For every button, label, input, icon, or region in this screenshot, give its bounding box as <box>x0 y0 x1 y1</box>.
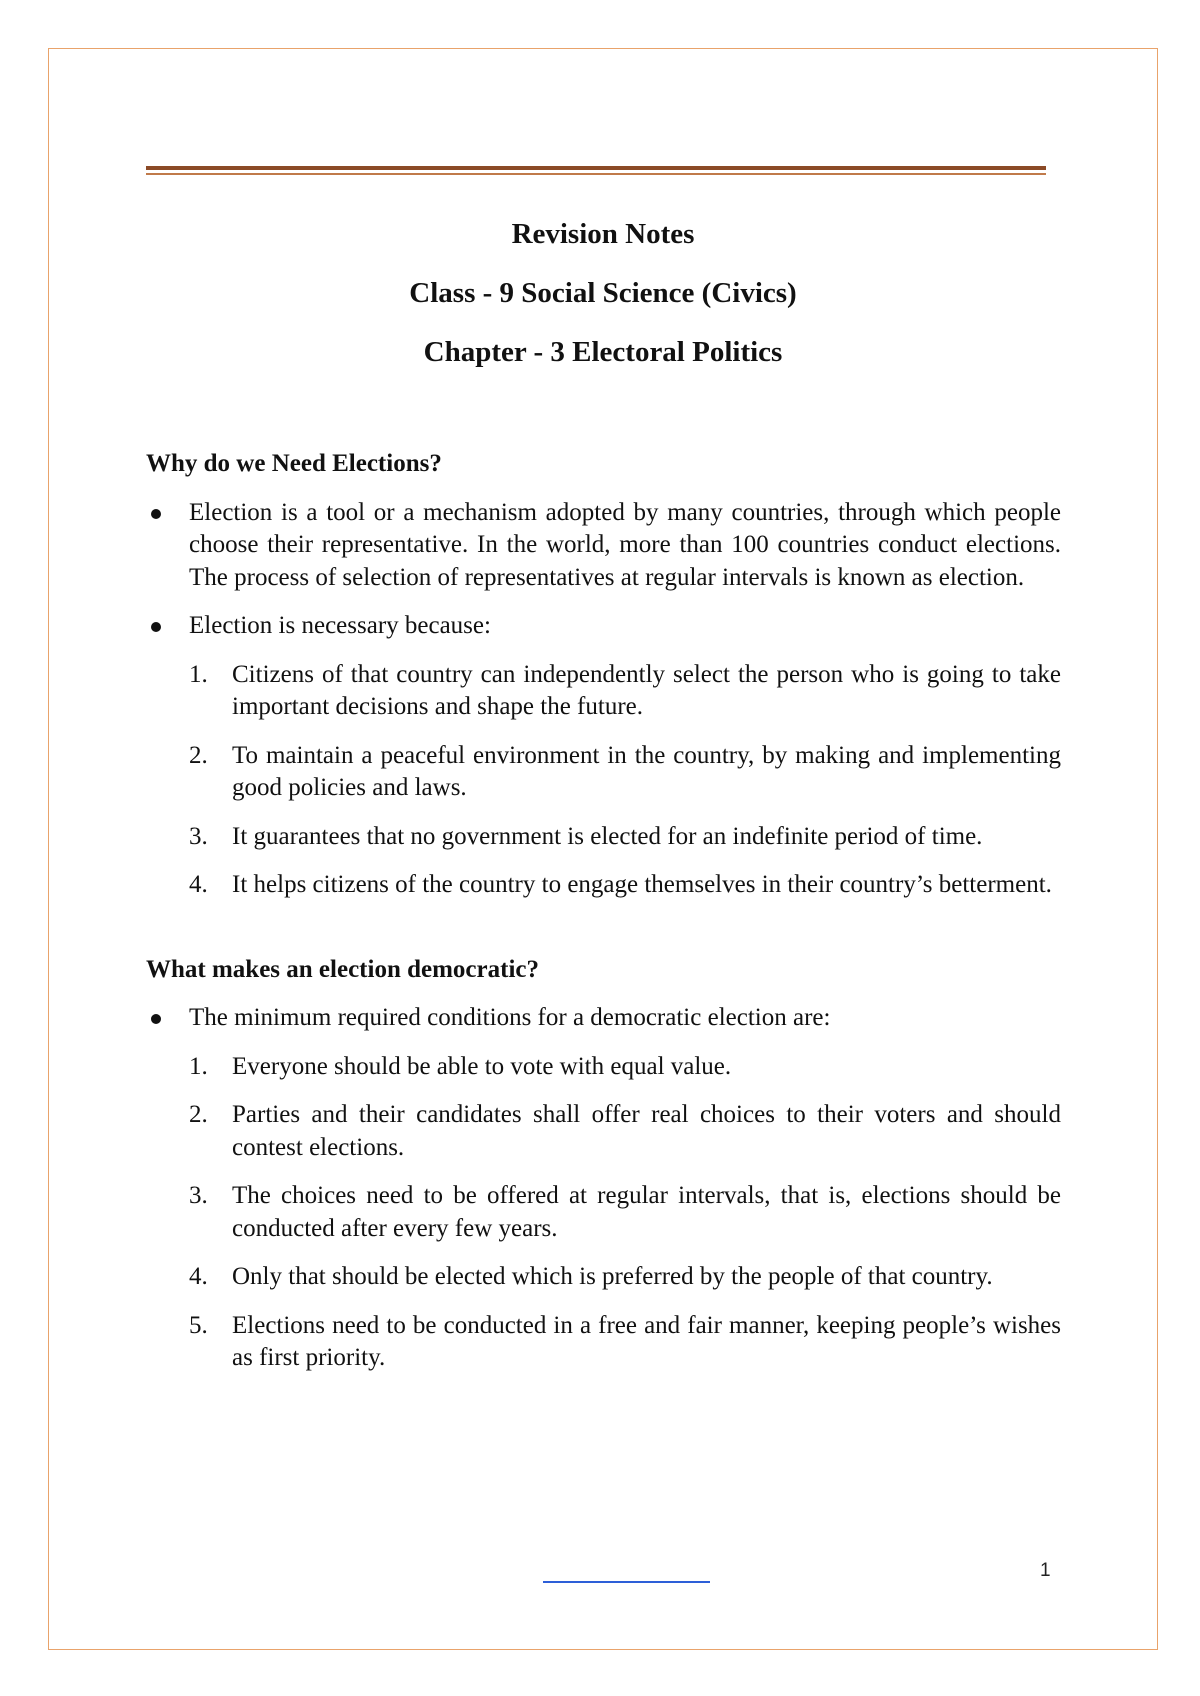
header-rule <box>146 166 1046 175</box>
item-text: Parties and their candidates shall offer real choices to their voters and should contest elections. <box>232 1101 1061 1161</box>
bullet-text: Election is a tool or a mechanism adopted by many countries, through which people choose their representative. In the world, more than 100 countries conduct elections. The process of selection of representatives at regular intervals is known as election. <box>189 498 1061 591</box>
item-number: 4. <box>189 1263 208 1290</box>
numbered-item <box>146 1180 1061 1245</box>
item-number: 2. <box>189 1101 208 1128</box>
item-text: It helps citizens of the country to engage themselves in their country’s betterment. <box>232 871 1052 898</box>
bullet-dot-icon <box>151 1014 161 1024</box>
doc-subtitle-class: Class - 9 Social Science (Civics) <box>409 277 797 309</box>
section-heading-democratic-election: What makes an election democratic? <box>146 955 539 983</box>
item-number: 3. <box>189 822 208 850</box>
numbered-item <box>146 659 1061 724</box>
numbered-item <box>146 740 1061 805</box>
numbered-item <box>146 1310 1061 1375</box>
item-text: The choices need to be offered at regular intervals, that is, elections should be conducted after every few years. <box>232 1182 1061 1242</box>
item-text: Citizens of that country can independently select the person who is going to take important decisions and shape the future. <box>232 660 1061 720</box>
item-text: To maintain a peaceful environment in the country, by making and implementing good policies and laws. <box>232 741 1061 801</box>
title-block <box>146 205 1060 382</box>
item-number: 5. <box>189 1311 208 1339</box>
bullet-dot-icon <box>151 622 161 632</box>
numbered-item <box>146 1261 1061 1294</box>
numbered-item <box>146 1051 1061 1084</box>
bullet-item <box>146 1002 1061 1035</box>
numbered-item <box>146 869 1061 902</box>
item-text: Everyone should be able to vote with equal value. <box>232 1052 732 1080</box>
section-heading-need-elections: Why do we Need Elections? <box>146 450 442 477</box>
header-rule-thick <box>146 166 1046 170</box>
numbered-item <box>146 821 1061 854</box>
item-text: Elections need to be conducted in a free and fair manner, keeping people’s wishes as first priority. <box>232 1311 1061 1371</box>
item-number: 1. <box>189 1052 208 1080</box>
content <box>146 448 1061 1391</box>
bullet-text: Election is necessary because: <box>189 612 491 639</box>
page-number: 1 <box>1040 1560 1051 1581</box>
section-gap <box>146 918 1061 954</box>
footer-link-underline[interactable] <box>543 1581 710 1583</box>
bullet-dot-icon <box>151 509 161 519</box>
item-number: 4. <box>189 871 208 898</box>
header-rule-thin <box>146 173 1046 175</box>
bullet-item <box>146 610 1061 643</box>
item-text: It guarantees that no government is elected for an indefinite period of time. <box>232 822 983 850</box>
doc-title: Revision Notes <box>511 218 695 250</box>
numbered-item <box>146 1099 1061 1164</box>
bullet-item <box>146 497 1061 595</box>
doc-subtitle-chapter: Chapter - 3 Electoral Politics <box>423 336 783 368</box>
item-number: 3. <box>189 1182 208 1209</box>
item-number: 1. <box>189 660 208 688</box>
bullet-text: The minimum required conditions for a democratic election are: <box>189 1004 831 1031</box>
item-number: 2. <box>189 741 208 769</box>
item-text: Only that should be elected which is preferred by the people of that country. <box>232 1263 993 1290</box>
